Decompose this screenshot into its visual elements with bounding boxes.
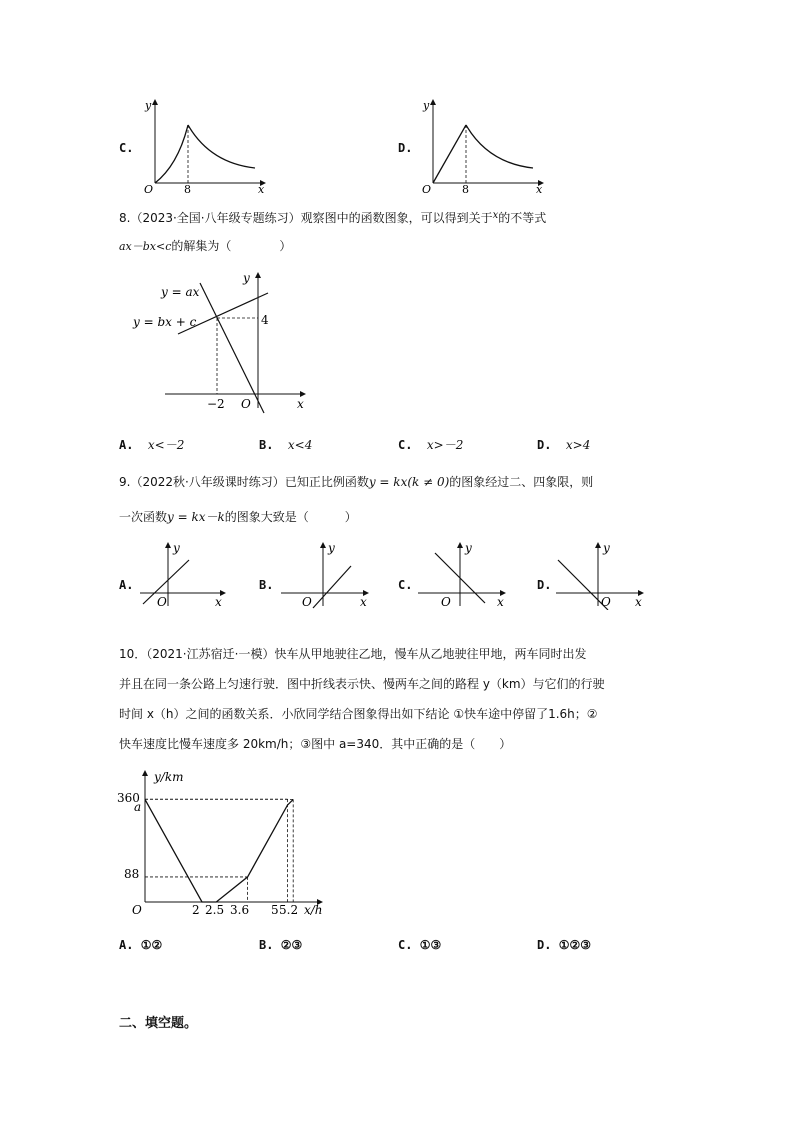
option-text: x>－2	[426, 438, 464, 452]
y-axis-label: y	[243, 271, 250, 285]
q10-option-c[interactable]	[398, 936, 441, 954]
option-letter: A.	[119, 938, 134, 952]
option-letter: A.	[119, 438, 134, 452]
q10-option-d[interactable]	[537, 936, 591, 954]
q8-option-d[interactable]	[537, 436, 590, 454]
q9-option-b-label[interactable]: B.	[259, 578, 274, 592]
q8-number: 8.	[119, 211, 131, 225]
y-axis-label: y	[328, 541, 335, 555]
x-axis-label: x/h	[304, 903, 323, 917]
label-y-ax: y = ax	[161, 285, 200, 299]
x-axis-label: x	[536, 183, 543, 195]
q8-stem-line1	[119, 207, 546, 227]
q8-source: （2023·全国·八年级专题练习）	[130, 211, 301, 225]
q8-graph	[125, 268, 315, 418]
q8-option-a[interactable]	[119, 436, 184, 454]
q10-line3: 时间 x（h）之间的函数关系．小欣同学结合图象得出如下结论 ①快车途中停留了1.6h；②	[119, 707, 598, 721]
q9-stem-line1	[119, 473, 593, 491]
option-letter: B.	[259, 938, 274, 952]
q9-option-c-graph	[415, 540, 510, 610]
origin-label: O	[601, 595, 611, 609]
q8-stem-end: 的解集为（ ）	[171, 239, 292, 253]
x-tick-2-5: 2.5	[205, 903, 225, 917]
option-letter: D.	[537, 938, 552, 952]
x-tick-label: −2	[207, 397, 225, 411]
x-tick-3-6: 3.6	[230, 903, 250, 917]
option-letter: B.	[259, 438, 274, 452]
tick-label: 8	[184, 183, 191, 195]
q10-option-b[interactable]	[259, 936, 302, 954]
y-axis-label: y	[465, 541, 472, 555]
q8-stem-tail: 的不等式	[498, 211, 547, 225]
q8-option-b[interactable]	[259, 436, 312, 454]
label-y-bx-c: y = bx + c	[133, 315, 197, 329]
origin-label: O	[132, 903, 142, 917]
q8-option-c[interactable]	[398, 436, 463, 454]
option-text: ①②	[140, 938, 163, 952]
q9-stem2: 的图象经过二、四象限，则	[449, 475, 594, 489]
option-text: x<－2	[147, 438, 185, 452]
origin-label: O	[157, 595, 167, 609]
falling-curve	[188, 125, 255, 168]
q9-line2a: 一次函数	[119, 510, 168, 524]
q9-line2b: 的图象大致是（ ）	[224, 510, 357, 524]
q8-stem: 观察图中的函数图象，可以得到关于	[300, 211, 493, 225]
q10-line2: 并且在同一条公路上匀速行驶．图中折线表示快、慢两车之间的路程 y（km）与它们的行驶	[119, 677, 605, 691]
q7-option-d-graph	[418, 95, 548, 195]
q10-graph	[112, 765, 332, 925]
q9-stem1: 已知正比例函数	[284, 475, 369, 489]
q7-option-c-graph	[140, 95, 270, 195]
q9-option-a-label[interactable]: A.	[119, 578, 134, 592]
x-tick-2: 2	[192, 903, 200, 917]
option-letter: C.	[398, 938, 413, 952]
x-axis-label: x	[215, 595, 222, 609]
q9-stem-line2	[119, 508, 357, 526]
section-heading: 二、填空题。	[119, 1016, 198, 1031]
x-axis-label: x	[497, 595, 504, 609]
rising-line	[433, 125, 466, 183]
origin-label: O	[241, 397, 251, 411]
origin-label: O	[302, 595, 312, 609]
x-tick-5: 5	[271, 903, 279, 917]
x-axis-label: x	[258, 183, 265, 195]
q8-var: x	[492, 210, 499, 221]
y-axis-label: y	[603, 541, 610, 555]
q9-option-d-graph	[553, 540, 648, 610]
falling-curve	[466, 125, 533, 168]
q9-option-b-graph	[278, 540, 373, 610]
y-tick-360: 360	[117, 791, 140, 805]
tick-label: 8	[462, 183, 469, 195]
q10-line4: 快车速度比慢车速度多 20km/h；③图中 a=340．其中正确的是（ ）	[119, 737, 512, 751]
y-axis-label: y	[145, 99, 152, 112]
rising-curve	[155, 125, 188, 183]
y-tick-a: a	[134, 800, 142, 814]
q10-option-a[interactable]	[119, 936, 162, 954]
q9-func2: y = kx－k	[167, 510, 225, 524]
option-letter: C.	[398, 438, 413, 452]
q9-option-a-graph	[135, 540, 230, 610]
graph-line	[313, 566, 351, 608]
q9-number: 9.	[119, 475, 131, 489]
option-text: ②③	[280, 938, 303, 952]
q9-option-d-label[interactable]: D.	[537, 578, 552, 592]
x-axis-label: x	[360, 595, 367, 609]
y-tick-88: 88	[124, 867, 140, 881]
q8-stem-line2	[119, 237, 291, 256]
option-text: x>4	[565, 438, 591, 452]
y-tick-label: 4	[261, 313, 269, 327]
y-axis-label: y	[173, 541, 180, 555]
origin-label: O	[144, 183, 154, 195]
y-axis-label: y	[423, 99, 430, 112]
q7-option-d-label: D.	[398, 141, 413, 155]
q9-option-c-label[interactable]: C.	[398, 578, 413, 592]
x-axis-label: x	[635, 595, 642, 609]
option-text: ①③	[419, 938, 442, 952]
q8-inequality: ax－bx<c	[119, 240, 172, 253]
x-axis-label: x	[297, 397, 304, 411]
option-letter: D.	[537, 438, 552, 452]
distance-polyline	[145, 799, 293, 902]
option-text: x<4	[287, 438, 313, 452]
q10-line1: 10．（2021·江苏宿迁·一模）快车从甲地驶往乙地，慢车从乙地驶往甲地，两车同时出发	[119, 647, 587, 661]
q7-option-c-label: C.	[119, 141, 134, 155]
x-tick-5-2: 5.2	[279, 903, 299, 917]
y-axis-label: y/km	[154, 770, 184, 784]
q9-source: （2022秋·八年级课时练习）	[130, 475, 285, 489]
origin-label: O	[422, 183, 432, 195]
origin-label: O	[441, 595, 451, 609]
q9-func1: y = kx(k ≠ 0)	[368, 475, 450, 489]
option-text: ①②③	[558, 938, 591, 952]
